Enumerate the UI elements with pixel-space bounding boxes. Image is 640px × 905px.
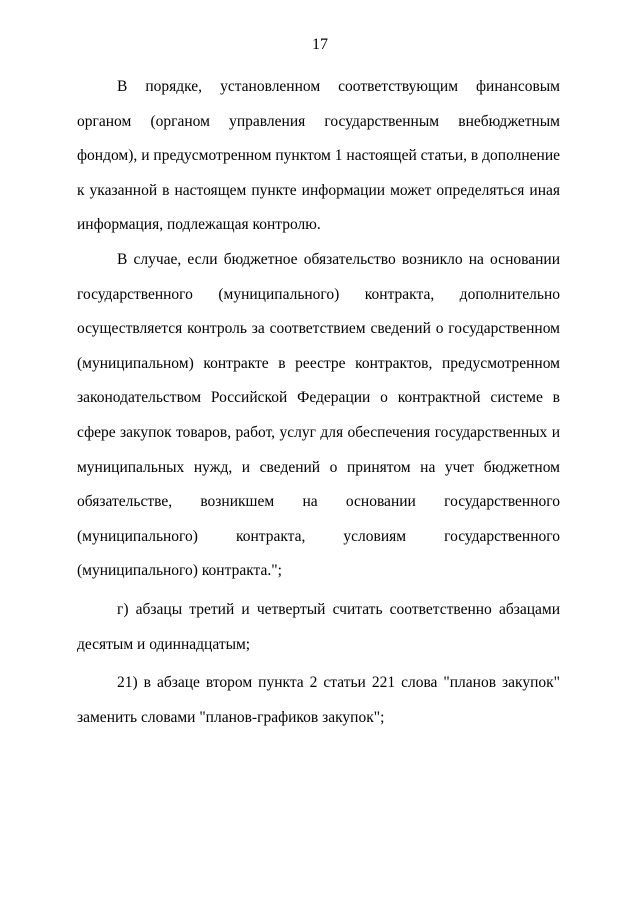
- paragraph-contract-control: В случае, если бюджетное обязательство возникло на основании государственного (муниципального) контракта, дополнительно осуществляется контроль за соответствием сведений о государственном (муниципальном) контракте в реестре контрактов, предусмотренном законодательством Российской Федерации о контрактной системе в сфере закупок товаров, работ, услуг для обеспечения государственных и муниципальных нужд, и сведений о принятом на учет бюджетном обязательстве, возникшем на основании государственного (муниципального) контракта, условиям государственного (муниципального) контракта.";: [77, 250, 560, 580]
- paragraph-item-21: 21) в абзаце втором пункта 2 статьи 221 слова "планов закупок" заменить словами "планов-графиков закупок";: [77, 674, 560, 726]
- page-number: 17: [312, 36, 328, 53]
- document-body: [77, 70, 560, 735]
- paragraph-control-information: В порядке, установленном соответствующим финансовым органом (органом управления государственным внебюджетным фондом), и предусмотренном пунктом 1 настоящей статьи, в дополнение к указанной в настоящем пункте информации может определяться иная информация, подлежащая контролю.: [77, 78, 560, 234]
- paragraph-item-g: г) абзацы третий и четвертый считать соответственно абзацами десятым и одиннадцатым;: [77, 600, 560, 653]
